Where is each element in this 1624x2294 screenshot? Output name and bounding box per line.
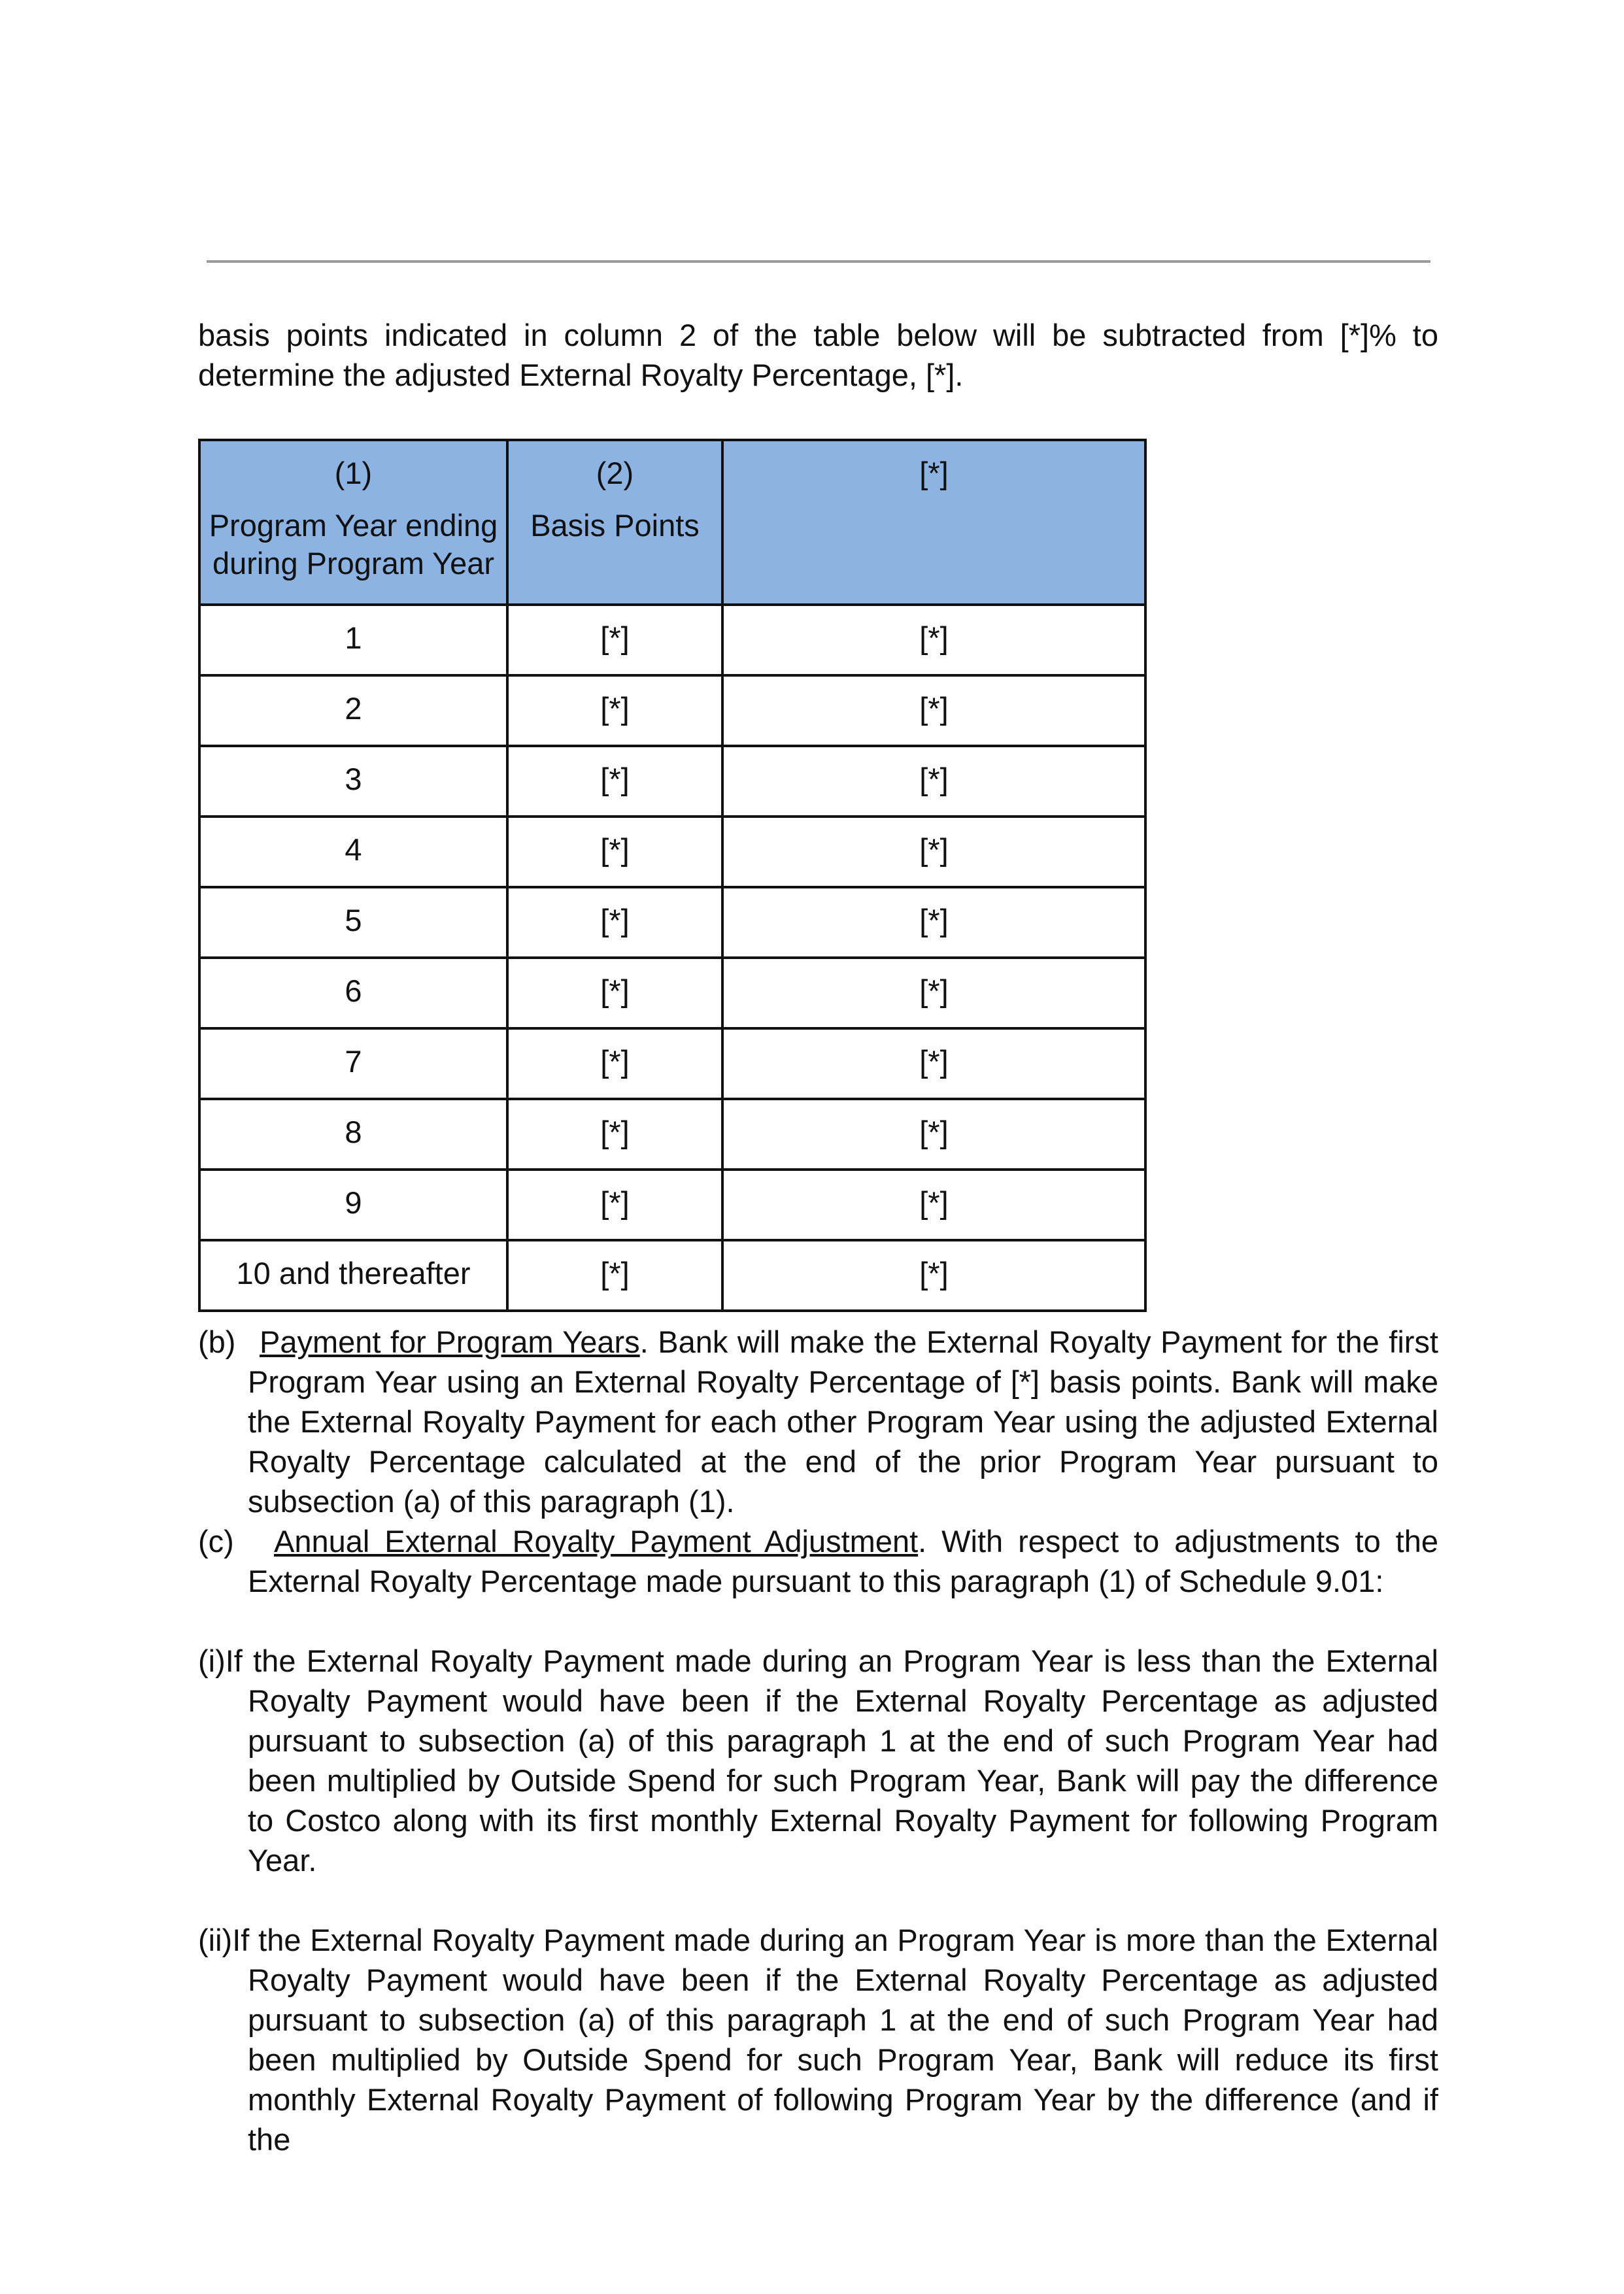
header-col-1-label: Program Year ending during Program Year [209, 508, 498, 581]
cell-year: 6 [199, 958, 507, 1028]
item-b-text: . Bank will make the External Royalty Payment for the first Program Year using an External Royalty Percentage of [*] basis points. Bank will make the External Royalty Payment for each other Program Year using the adjusted External Royalty Percentage calculated at the end of the prior Program Year pursuant to subsection (a) of this paragraph (1). [248, 1324, 1438, 1519]
table-row [199, 817, 1145, 887]
item-ii [198, 1920, 1438, 2159]
cell-year: 5 [199, 887, 507, 958]
header-rule [207, 260, 1430, 263]
spacer [198, 1601, 1438, 1641]
item-c-marker: (c) [198, 1524, 234, 1559]
cell-basis-points: [*] [507, 958, 722, 1028]
cell-value: [*] [722, 605, 1145, 675]
table-header-row [199, 440, 1145, 605]
cell-basis-points: [*] [507, 1099, 722, 1170]
royalty-table [198, 439, 1147, 1312]
header-col-3-number: [*] [919, 456, 949, 490]
item-b-marker: (b) [198, 1324, 236, 1359]
item-ii-text: If the External Royalty Payment made during an Program Year is more than the External Royalty Payment would have been if the External Royalty Percentage as adjusted pursuant to subsection (a) of this paragraph 1 at the end of such Program Year had been multiplied by Outside Spend for such Program Year, Bank will reduce its first monthly External Royalty Payment of following Program Year by the difference (and if the [232, 1923, 1438, 2157]
cell-value: [*] [722, 1028, 1145, 1099]
cell-year: 9 [199, 1170, 507, 1240]
table-row [199, 746, 1145, 817]
table-row [199, 1170, 1145, 1240]
table-row [199, 1028, 1145, 1099]
cell-basis-points: [*] [507, 1028, 722, 1099]
cell-year: 7 [199, 1028, 507, 1099]
cell-year: 2 [199, 675, 507, 746]
cell-value: [*] [722, 1099, 1145, 1170]
cell-value: [*] [722, 958, 1145, 1028]
item-c-text: . With respect to adjustments to the External Royalty Percentage made pursuant to this paragraph (1) of Schedule 9.01: [248, 1524, 1439, 1598]
cell-basis-points: [*] [507, 605, 722, 675]
item-c [198, 1521, 1438, 1601]
item-b [198, 1322, 1438, 1521]
table-row [199, 958, 1145, 1028]
header-col-1-number: (1) [334, 456, 373, 490]
cell-value: [*] [722, 1240, 1145, 1311]
header-col-2-label: Basis Points [530, 508, 700, 543]
item-c-heading: Annual External Royalty Payment Adjustment [274, 1524, 919, 1559]
header-col-2 [507, 440, 722, 605]
cell-year: 1 [199, 605, 507, 675]
cell-value: [*] [722, 1170, 1145, 1240]
cell-basis-points: [*] [507, 887, 722, 958]
cell-basis-points: [*] [507, 675, 722, 746]
header-col-3 [722, 440, 1145, 605]
cell-year: 8 [199, 1099, 507, 1170]
intro-paragraph: basis points indicated in column 2 of the table below will be subtracted from [*]% to determine the adjusted External Royalty Percentage, [*]. [198, 318, 1438, 392]
item-i [198, 1641, 1438, 1880]
cell-basis-points: [*] [507, 1240, 722, 1311]
provisions-list [198, 1322, 1438, 2159]
item-ii-marker: (ii) [198, 1923, 233, 1957]
item-i-text: If the External Royalty Payment made during an Program Year is less than the External Royalty Payment would have been if the External Royalty Percentage as adjusted pursuant to subsection (a) of this paragraph 1 at the end of such Program Year had been multiplied by Outside Spend for such Program Year, Bank will pay the difference to Costco along with its first monthly External Royalty Payment for following Program Year. [225, 1644, 1438, 1878]
header-col-2-number: (2) [596, 456, 634, 490]
cell-year: 10 and thereafter [199, 1240, 507, 1311]
table-row [199, 887, 1145, 958]
cell-value: [*] [722, 746, 1145, 817]
cell-basis-points: [*] [507, 1170, 722, 1240]
spacer [198, 1880, 1438, 1920]
item-i-marker: (i) [198, 1644, 226, 1678]
cell-basis-points: [*] [507, 746, 722, 817]
cell-year: 4 [199, 817, 507, 887]
header-col-1 [199, 440, 507, 605]
table-row [199, 675, 1145, 746]
table-row [199, 605, 1145, 675]
cell-value: [*] [722, 817, 1145, 887]
cell-value: [*] [722, 887, 1145, 958]
cell-value: [*] [722, 675, 1145, 746]
table-row [199, 1099, 1145, 1170]
table-row [199, 1240, 1145, 1311]
cell-year: 3 [199, 746, 507, 817]
cell-basis-points: [*] [507, 817, 722, 887]
item-b-heading: Payment for Program Years [260, 1324, 640, 1359]
